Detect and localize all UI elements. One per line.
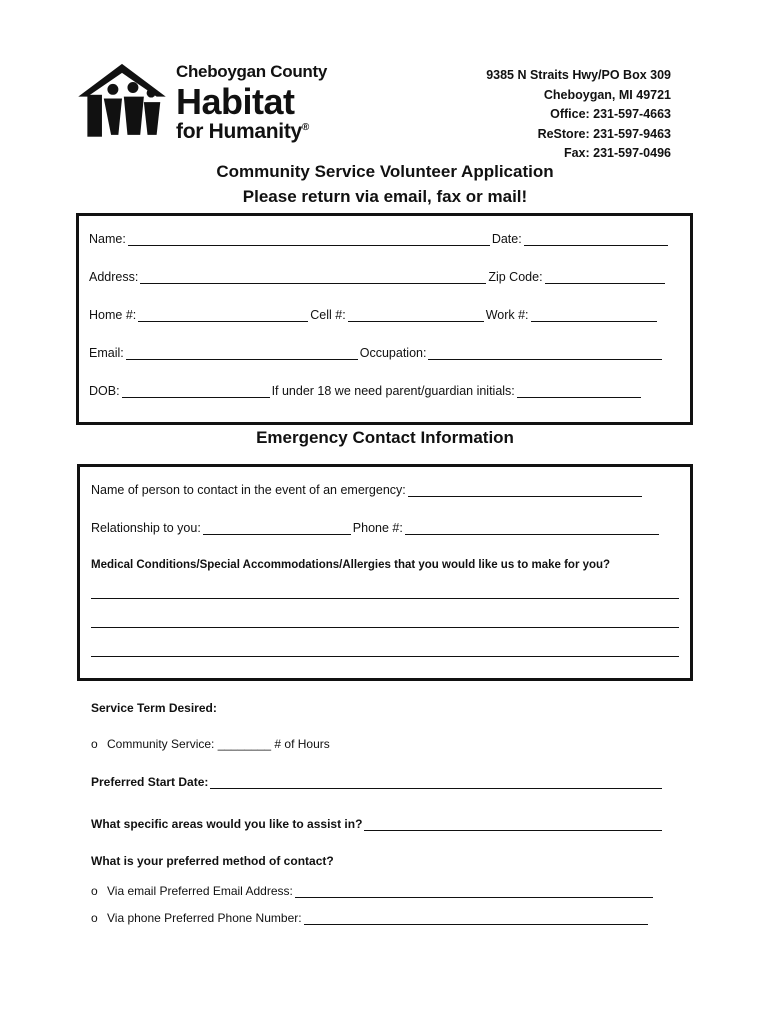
community-service-option[interactable]: o Community Service: ________ # of Hours bbox=[91, 737, 330, 751]
medical-line-1[interactable] bbox=[91, 598, 679, 599]
work-field[interactable] bbox=[531, 309, 657, 322]
bullet-icon: o bbox=[91, 911, 98, 925]
initials-field[interactable] bbox=[517, 385, 641, 398]
email-field[interactable] bbox=[126, 347, 358, 360]
contact-method-label: What is your preferred method of contact? bbox=[91, 854, 334, 868]
name-field[interactable] bbox=[128, 233, 490, 246]
dob-field[interactable] bbox=[122, 385, 270, 398]
org-county: Cheboygan County bbox=[176, 62, 328, 81]
start-date-field[interactable] bbox=[210, 776, 662, 789]
relationship-field[interactable] bbox=[203, 522, 351, 535]
medical-line-3[interactable] bbox=[91, 656, 679, 657]
occupation-field[interactable] bbox=[428, 347, 662, 360]
via-email-option[interactable]: o Via email Preferred Email Address: bbox=[91, 884, 655, 898]
emergency-title: Emergency Contact Information bbox=[256, 428, 514, 447]
dob-row: DOB: If under 18 we need parent/guardian initials: bbox=[89, 384, 643, 398]
start-date-row: Preferred Start Date: bbox=[91, 775, 664, 789]
relationship-row: Relationship to you: Phone #: bbox=[91, 521, 661, 535]
home-field[interactable] bbox=[138, 309, 308, 322]
date-field[interactable] bbox=[524, 233, 668, 246]
preferred-phone-field[interactable] bbox=[304, 912, 648, 925]
org-humanity: for Humanity® bbox=[176, 120, 309, 143]
bullet-icon: o bbox=[91, 737, 98, 751]
org-address: 9385 N Straits Hwy/PO Box 309 Cheboygan, MI 49721 Office: 231-597-4663 ReStore: 231-597-9463 Fax: 231-597-0496 bbox=[486, 68, 671, 160]
preferred-email-field[interactable] bbox=[295, 885, 653, 898]
areas-field[interactable] bbox=[364, 818, 662, 831]
email-row: Email: Occupation: bbox=[89, 346, 664, 360]
name-row: Name: Date: bbox=[89, 232, 670, 246]
medical-line-2[interactable] bbox=[91, 627, 679, 628]
contact-name-field[interactable] bbox=[408, 484, 642, 497]
areas-row: What specific areas would you like to assist in? bbox=[91, 817, 664, 831]
page-title: Community Service Volunteer Application bbox=[216, 162, 554, 181]
phone-row: Home #: Cell #: Work #: bbox=[89, 308, 659, 322]
service-term-label: Service Term Desired: bbox=[91, 701, 217, 715]
org-habitat: Habitat bbox=[176, 81, 295, 122]
address-row: Address: Zip Code: bbox=[89, 270, 667, 284]
page-subtitle: Please return via email, fax or mail! bbox=[242, 187, 528, 206]
medical-label: Medical Conditions/Special Accommodations/Allergies that you would like us to make for you? bbox=[91, 559, 611, 571]
via-phone-option[interactable]: o Via phone Preferred Phone Number: bbox=[91, 911, 650, 925]
address-field[interactable] bbox=[140, 271, 486, 284]
contact-phone-field[interactable] bbox=[405, 522, 659, 535]
bullet-icon: o bbox=[91, 884, 98, 898]
contact-row: Name of person to contact in the event of an emergency: bbox=[91, 483, 644, 497]
zip-field[interactable] bbox=[545, 271, 665, 284]
habitat-logo-icon bbox=[72, 62, 172, 144]
cell-field[interactable] bbox=[348, 309, 484, 322]
